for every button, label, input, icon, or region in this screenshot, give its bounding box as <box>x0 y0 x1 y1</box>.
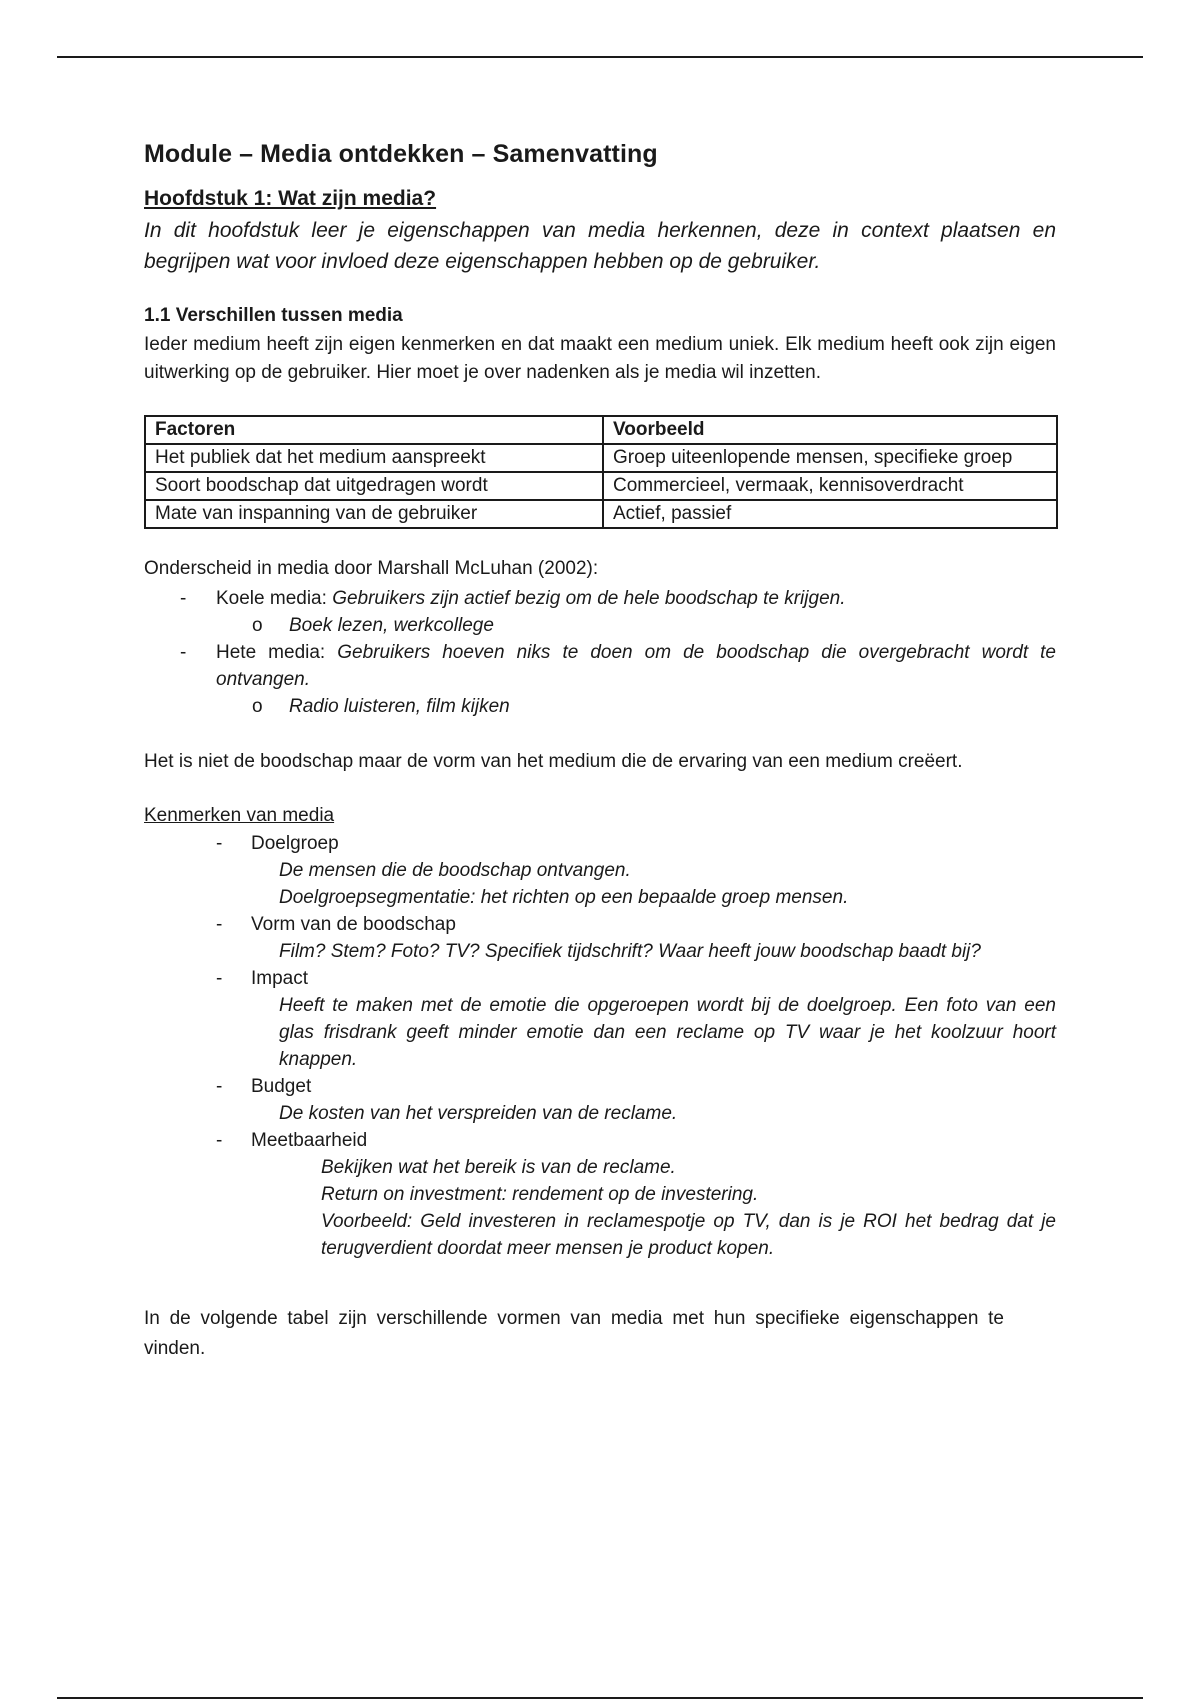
table-header-voorbeeld: Voorbeeld <box>603 416 1057 444</box>
item-label: Meetbaarheid <box>251 1130 368 1151</box>
mcluhan-intro: Onderscheid in media door Marshall McLuhan (2002): <box>144 558 599 579</box>
key-statement: Het is niet de boodschap maar de vorm van het medium die de ervaring van een medium creëert. <box>144 751 963 772</box>
section-paragraph: Ieder medium heeft zijn eigen kenmerken en dat maakt een medium uniek. Elk medium heeft ook zijn eigen uitwerking op de gebruiker. Hier moet je over nadenken als je media wil inzetten. <box>144 334 1056 383</box>
table-cell: Soort boodschap dat uitgedragen wordt <box>145 472 603 500</box>
dash-bullet: - <box>216 833 223 854</box>
item-label: Vorm van de boodschap <box>251 914 456 935</box>
item-label: Hete media: <box>216 642 338 663</box>
item-description: Heeft te maken met de emotie die opgeroepen wordt bij de doelgroep. Een foto van een glas frisdrank geeft minder emotie dan een reclame op TV waar je het koolzuur hoort knappen. <box>279 995 1056 1070</box>
item-description: Doelgroepsegmentatie: het richten op een bepaalde groep mensen. <box>279 887 849 908</box>
factors-table <box>144 415 1058 529</box>
chapter-intro: In dit hoofdstuk leer je eigenschappen van media herkennen, deze in context plaatsen en begrijpen wat voor invloed deze eigenschappen hebben op de gebruiker. <box>144 219 1056 273</box>
table-row <box>145 444 1057 472</box>
item-example: Boek lezen, werkcollege <box>289 615 494 636</box>
chapter-heading: Hoofdstuk 1: Wat zijn media? <box>144 187 437 210</box>
list-item <box>144 639 1056 693</box>
list-item <box>144 1073 1056 1100</box>
closing-paragraph: In de volgende tabel zijn verschillende vormen van media met hun specifieke eigenschappen te vinden. <box>144 1308 1004 1359</box>
kenmerken-heading: Kenmerken van media <box>144 805 335 826</box>
item-label: Doelgroep <box>251 833 339 854</box>
item-example: Radio luisteren, film kijken <box>289 696 510 717</box>
item-description: Film? Stem? Foto? TV? Specifiek tijdschrift? Waar heeft jouw boodschap baadt bij? <box>279 941 981 962</box>
table-header-factoren: Factoren <box>145 416 603 444</box>
table-cell: Commercieel, vermaak, kennisoverdracht <box>603 472 1057 500</box>
mcluhan-list <box>144 585 1056 720</box>
item-description: Voorbeeld: Geld investeren in reclamespotje op TV, dan is je ROI het bedrag dat je terugverdient doordat meer mensen je product kopen. <box>321 1211 1056 1259</box>
list-item <box>144 1127 1056 1154</box>
dash-bullet: - <box>180 642 187 663</box>
circle-bullet: o <box>252 696 263 717</box>
dash-bullet: - <box>180 588 187 609</box>
list-item <box>144 965 1056 992</box>
list-item <box>144 911 1056 938</box>
list-item <box>144 830 1056 857</box>
document-title: Module – Media ontdekken – Samenvatting <box>144 140 658 168</box>
document-page <box>144 140 1056 1364</box>
dash-bullet: - <box>216 914 223 935</box>
item-description: De kosten van het verspreiden van de reclame. <box>279 1103 678 1124</box>
table-row <box>145 500 1057 528</box>
circle-bullet: o <box>252 615 263 636</box>
dash-bullet: - <box>216 1130 223 1151</box>
item-label: Koele media: <box>216 588 333 609</box>
table-header-row <box>145 416 1057 444</box>
table-cell: Mate van inspanning van de gebruiker <box>145 500 603 528</box>
item-description: Bekijken wat het bereik is van de reclame. <box>321 1157 676 1178</box>
item-description: Gebruikers hoeven niks te doen om de boodschap die overgebracht wordt te ontvangen. <box>216 642 1056 690</box>
list-item <box>144 585 1056 612</box>
section-heading: 1.1 Verschillen tussen media <box>144 305 403 326</box>
header-rule <box>57 56 1143 58</box>
item-description: Gebruikers zijn actief bezig om de hele boodschap te krijgen. <box>332 588 846 609</box>
item-label: Impact <box>251 968 309 989</box>
dash-bullet: - <box>216 968 223 989</box>
item-description: De mensen die de boodschap ontvangen. <box>279 860 631 881</box>
list-subitem <box>144 693 1056 720</box>
table-cell: Actief, passief <box>603 500 1057 528</box>
table-cell: Groep uiteenlopende mensen, specifieke groep <box>603 444 1057 472</box>
item-label: Budget <box>251 1076 312 1097</box>
footer-rule <box>57 1697 1143 1699</box>
dash-bullet: - <box>216 1076 223 1097</box>
list-subitem <box>144 612 1056 639</box>
kenmerken-list <box>144 830 1056 1262</box>
table-row <box>145 472 1057 500</box>
table-cell: Het publiek dat het medium aanspreekt <box>145 444 603 472</box>
item-description: Return on investment: rendement op de investering. <box>321 1184 759 1205</box>
